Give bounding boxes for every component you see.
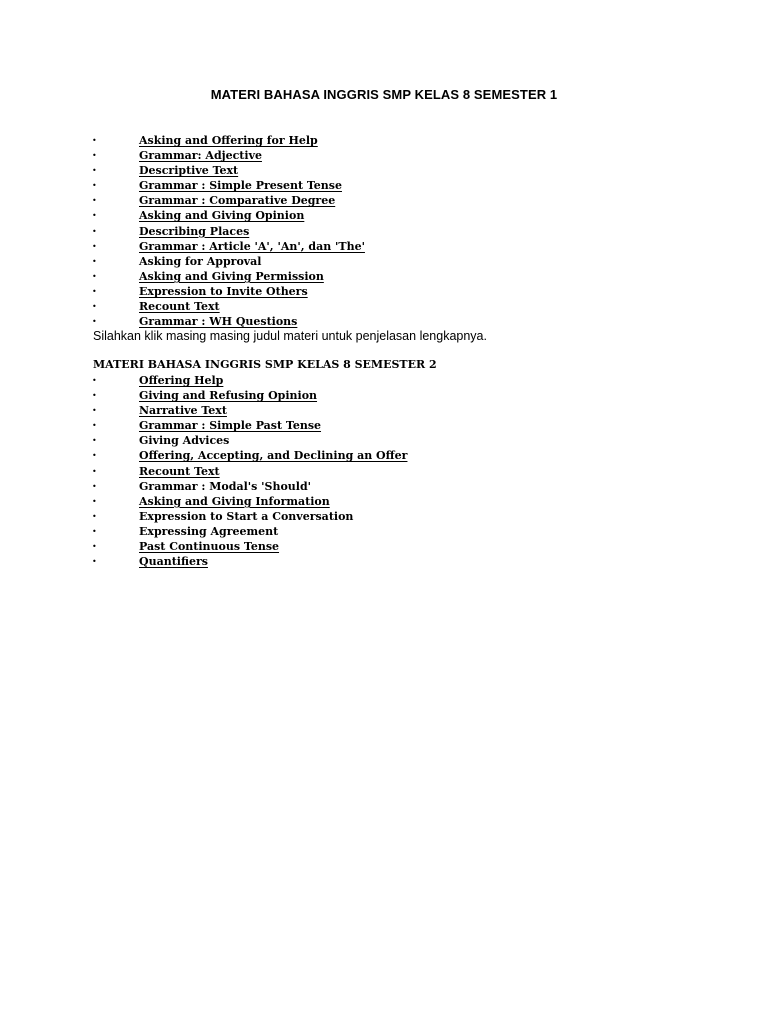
semester2-heading: MATERI BAHASA INGGRIS SMP KELAS 8 SEMESTER 2 — [93, 358, 437, 371]
topic-link[interactable]: Expression to Invite Others — [139, 284, 308, 298]
bullet-icon: • — [92, 317, 97, 327]
topic-link[interactable]: Grammar : Article 'A', 'An', dan 'The' — [139, 239, 365, 253]
topic-link[interactable]: Grammar : Simple Present Tense — [139, 179, 342, 193]
topic-link[interactable]: Recount Text — [139, 464, 220, 478]
topic-label: Expressing Agreement — [139, 524, 279, 538]
topic-link[interactable]: Past Continuous Tense — [139, 540, 280, 554]
topic-link[interactable]: Grammar : Simple Past Tense — [139, 419, 322, 433]
bullet-icon: • — [92, 376, 97, 385]
bullet-icon: • — [92, 302, 97, 312]
bullet-icon: • — [92, 391, 97, 401]
bullet-icon: • — [92, 511, 97, 521]
topic-link[interactable]: Grammar : WH Questions — [139, 315, 298, 329]
topic-label: Giving Advices — [139, 434, 230, 448]
topic-link[interactable]: Asking and Offering for Help — [139, 134, 318, 147]
bullet-icon: • — [92, 481, 97, 491]
bullet-icon: • — [92, 241, 97, 251]
bullet-icon: • — [92, 421, 97, 431]
topic-link[interactable]: Quantifiers — [139, 555, 208, 569]
bullet-icon: • — [92, 526, 97, 536]
topic-link[interactable]: Grammar : Comparative Degree — [139, 194, 336, 208]
topic-link[interactable]: Grammar: Adjective — [139, 149, 262, 163]
topic-link[interactable]: Offering Help — [139, 374, 224, 387]
bullet-icon: • — [92, 271, 97, 281]
instruction-note: Silahkan klik masing masing judul materi untuk penjelasan lengkapnya. — [93, 329, 487, 343]
topic-link[interactable]: Asking and Giving Permission — [139, 269, 324, 283]
topic-link[interactable]: Offering, Accepting, and Declining an Offer — [139, 449, 408, 463]
topic-link[interactable]: Asking and Giving Opinion — [139, 209, 305, 223]
topic-label: Expression to Start a Conversation — [139, 509, 354, 523]
bullet-icon: • — [92, 226, 97, 236]
bullet-icon: • — [92, 496, 97, 506]
topic-link[interactable]: Giving and Refusing Opinion — [139, 389, 318, 403]
bullet-icon: • — [92, 166, 97, 176]
bullet-icon: • — [92, 151, 97, 161]
document-title: MATERI BAHASA INGGRIS SMP KELAS 8 SEMESTER 1 — [210, 87, 558, 102]
topic-label: Grammar : Modal's 'Should' — [139, 479, 312, 493]
bullet-icon: • — [92, 451, 97, 461]
bullet-icon: • — [92, 136, 97, 145]
bullet-icon: • — [92, 436, 97, 446]
bullet-icon: • — [92, 211, 97, 221]
bullet-icon: • — [92, 256, 97, 266]
bullet-icon: • — [92, 196, 97, 206]
bullet-icon: • — [92, 406, 97, 416]
topic-link[interactable]: Narrative Text — [139, 404, 227, 418]
topic-label: Asking for Approval — [139, 254, 262, 268]
bullet-icon: • — [92, 557, 97, 567]
bullet-icon: • — [92, 286, 97, 296]
topic-link[interactable]: Describing Places — [139, 224, 250, 238]
topic-link[interactable]: Recount Text — [139, 300, 220, 314]
bullet-icon: • — [92, 181, 97, 191]
bullet-icon: • — [92, 542, 97, 552]
bullet-icon: • — [92, 466, 97, 476]
topic-link[interactable]: Descriptive Text — [139, 164, 239, 178]
topic-link[interactable]: Asking and Giving Information — [139, 494, 330, 508]
